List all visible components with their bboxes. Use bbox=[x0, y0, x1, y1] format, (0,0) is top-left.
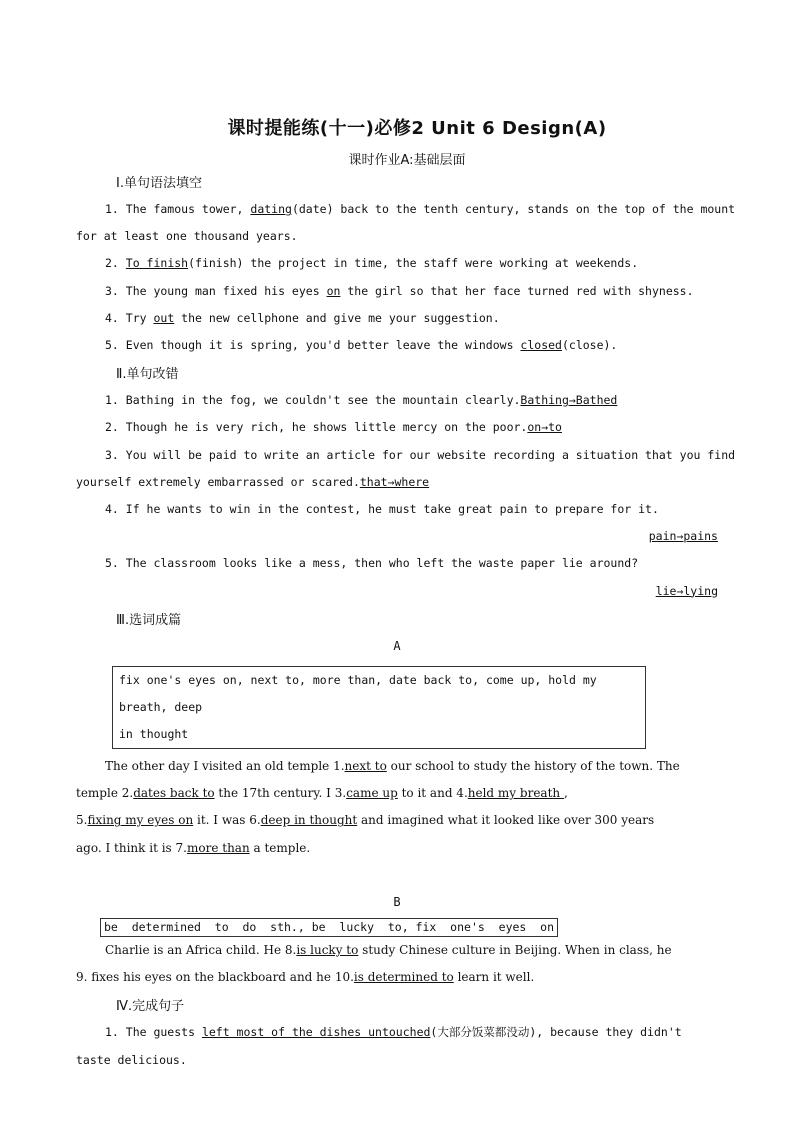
exercise-item: 4. Try out the new cellphone and give me your suggestion. bbox=[105, 310, 500, 325]
answer: out bbox=[153, 310, 175, 325]
answer: left most of the dishes untouched bbox=[201, 1025, 431, 1040]
page-title: 课时提能练(十一)必修2 Unit 6 Design(A) bbox=[227, 118, 607, 139]
exercise-item: 3. The young man fixed his eyes on the girl so that her face turned red with shyness. bbox=[105, 283, 694, 298]
exercise-item: 1. Bathing in the fog, we couldn't see the mountain clearly.Bathing→Bathed bbox=[105, 393, 618, 408]
answer: dating bbox=[250, 202, 292, 216]
section-heading-correction: Ⅱ.单句改错 bbox=[116, 367, 179, 383]
exercise-item: 4. If he wants to win in the contest, he must take great pain to prepare for it. bbox=[105, 502, 659, 517]
exercise-item: 1. The guests left most of the dishes untouched(大部分饭菜都没动), because they didn't bbox=[105, 1025, 682, 1040]
answer: lie→lying bbox=[655, 583, 718, 598]
word-bank-line: fix one's eyes on, next to, more than, date back to, come up, hold my breath, deep bbox=[119, 673, 597, 715]
exercise-item: 3. You will be paid to write an article for our website recording a situation that you find bbox=[105, 447, 736, 462]
answer: on→to bbox=[527, 420, 562, 435]
page-subtitle: 课时作业A:基础层面 bbox=[348, 153, 466, 168]
answer: deep in thought bbox=[260, 813, 358, 828]
answer: next to bbox=[344, 759, 387, 774]
answer: that→where bbox=[359, 474, 430, 489]
section-heading-complete: Ⅳ.完成句子 bbox=[116, 999, 185, 1015]
answer: came up bbox=[346, 786, 398, 801]
section-heading-word-choice: Ⅲ.选词成篇 bbox=[116, 612, 182, 628]
passage-line: 9. fixes his eyes on the blackboard and he 10.is determined to learn it well. bbox=[76, 970, 535, 985]
answer: is lucky to bbox=[296, 943, 359, 958]
section-heading-grammar: Ⅰ.单句语法填空 bbox=[116, 176, 202, 191]
word-bank-a bbox=[112, 666, 646, 749]
passage-line: The other day I visited an old temple 1.next to our school to study the history of the town. The bbox=[105, 759, 680, 774]
answer-line bbox=[76, 523, 718, 550]
exercise-item-continued: for at least one thousand years. bbox=[76, 229, 298, 244]
answer-line bbox=[76, 578, 718, 605]
exercise-item: 5. The classroom looks like a mess, then who left the waste paper lie around? bbox=[105, 556, 639, 571]
passage-line: temple 2.dates back to the 17th century. I 3.came up to it and 4.held my breath , bbox=[76, 786, 568, 801]
worksheet-page bbox=[76, 114, 736, 1074]
passage-line: Charlie is an Africa child. He 8.is lucky to study Chinese culture in Beijing. When in class, he bbox=[105, 943, 672, 958]
passage-label-a: A bbox=[393, 638, 401, 653]
answer: closed bbox=[520, 338, 562, 353]
answer: pain→pains bbox=[648, 529, 718, 544]
passage-line: ago. I think it is 7.more than a temple. bbox=[76, 840, 311, 855]
answer: on bbox=[326, 283, 341, 298]
answer: held my breath bbox=[467, 786, 564, 801]
passage-label-b: B bbox=[393, 894, 401, 909]
passage-line: 5.fixing my eyes on it. I was 6.deep in thought and imagined what it looked like over 300 years bbox=[76, 813, 655, 828]
word-bank-line: in thought bbox=[119, 727, 189, 742]
exercise-item: 2. Though he is very rich, he shows little mercy on the poor.on→to bbox=[105, 420, 562, 435]
exercise-item-continued: yourself extremely embarrassed or scared.that→where bbox=[76, 474, 430, 489]
answer: more than bbox=[186, 840, 250, 855]
answer: Bathing→Bathed bbox=[520, 393, 618, 408]
answer: To finish bbox=[125, 256, 189, 271]
exercise-item: 5. Even though it is spring, you'd better leave the windows closed(close). bbox=[105, 338, 618, 353]
word-bank-b: be determined to do sth., be lucky to, fix one's eyes on bbox=[100, 918, 558, 937]
answer: fixing my eyes on bbox=[87, 813, 194, 828]
exercise-item-continued: taste delicious. bbox=[76, 1052, 187, 1067]
exercise-item: 2. To finish(finish) the project in time, the staff were working at weekends. bbox=[105, 256, 639, 271]
answer: dates back to bbox=[133, 786, 215, 801]
exercise-item: 1. The famous tower, dating(date) back to the tenth century, stands on the top of the mount bbox=[105, 202, 736, 216]
answer: is determined to bbox=[353, 970, 454, 985]
